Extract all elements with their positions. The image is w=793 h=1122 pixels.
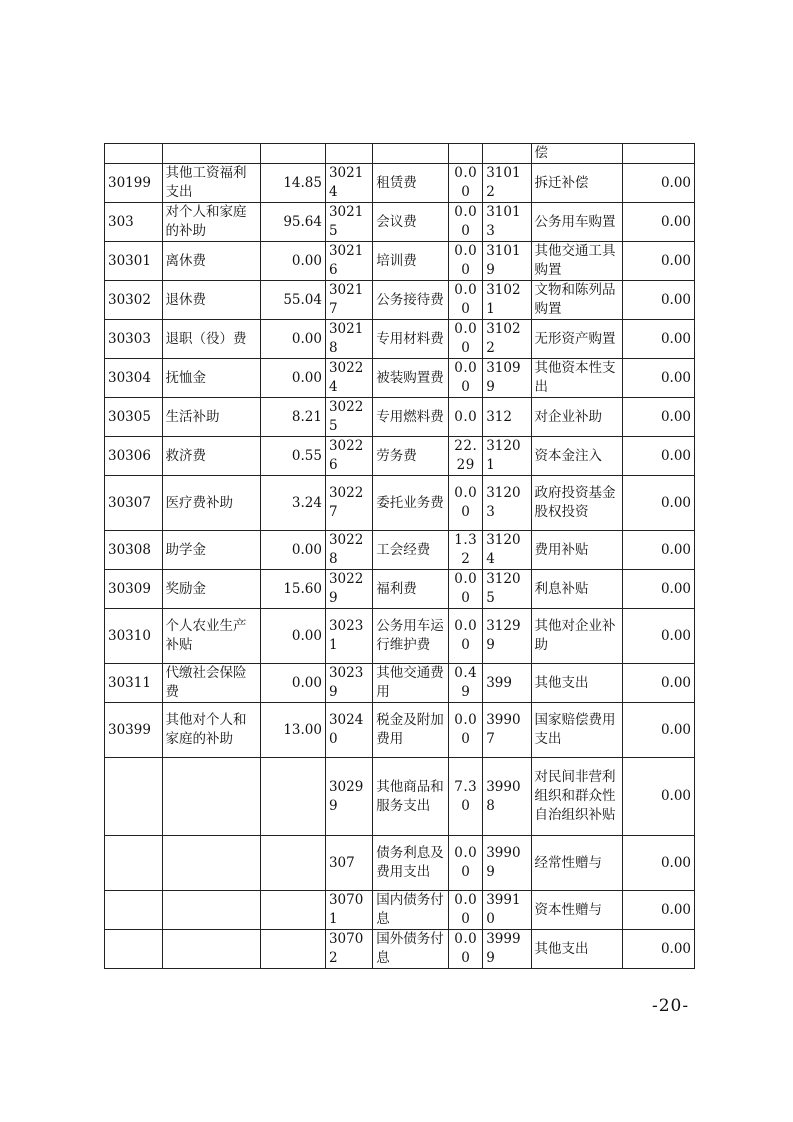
cell-c9: 0.00 [622, 203, 694, 242]
cell-c3: 0.00 [261, 609, 326, 664]
cell-c7: 31205 [483, 570, 531, 609]
cell-c3: 14.85 [261, 164, 326, 203]
cell-c3 [261, 836, 326, 891]
cell-c1: 30308 [105, 531, 163, 570]
cell-c1: 30303 [105, 320, 163, 359]
cell-c1: 30311 [105, 664, 163, 703]
cell-c2: 医疗费补助 [162, 476, 261, 531]
cell-c8: 对民间非营利组织和群众性自治组织补贴 [531, 758, 622, 836]
cell-c1 [105, 836, 163, 891]
cell-c8: 偿 [531, 144, 622, 164]
cell-c6: 0.00 [449, 203, 483, 242]
cell-c4: 30215 [325, 203, 372, 242]
table-row [105, 242, 695, 281]
cell-c1: 30302 [105, 281, 163, 320]
cell-c1 [105, 144, 163, 164]
cell-c7: 31022 [483, 320, 531, 359]
cell-c5: 其他交通费用 [373, 664, 449, 703]
cell-c3 [261, 758, 326, 836]
cell-c4: 30231 [325, 609, 372, 664]
cell-c5: 租赁费 [373, 164, 449, 203]
cell-c7 [483, 144, 531, 164]
table-row [105, 281, 695, 320]
cell-c5: 债务利息及费用支出 [373, 836, 449, 891]
cell-c4: 30229 [325, 570, 372, 609]
cell-c8: 资本性赠与 [531, 891, 622, 930]
cell-c7: 31021 [483, 281, 531, 320]
cell-c5: 公务接待费 [373, 281, 449, 320]
table-row-continued [105, 144, 695, 164]
cell-c6: 0.00 [449, 836, 483, 891]
cell-c3: 15.60 [261, 570, 326, 609]
cell-c9: 0.00 [622, 359, 694, 398]
cell-c7: 39908 [483, 758, 531, 836]
cell-c2 [162, 930, 261, 969]
cell-c6: 1.32 [449, 531, 483, 570]
cell-c6: 0.00 [449, 164, 483, 203]
cell-c9: 0.00 [622, 476, 694, 531]
cell-c1: 30305 [105, 398, 163, 437]
cell-c8: 文物和陈列品购置 [531, 281, 622, 320]
cell-c6: 0.00 [449, 930, 483, 969]
cell-c2: 代缴社会保险费 [162, 664, 261, 703]
cell-c6: 7.30 [449, 758, 483, 836]
cell-c7: 31201 [483, 437, 531, 476]
cell-c6: 0.00 [449, 703, 483, 758]
cell-c3 [261, 930, 326, 969]
cell-c4: 30701 [325, 891, 372, 930]
cell-c5: 委托业务费 [373, 476, 449, 531]
cell-c2: 救济费 [162, 437, 261, 476]
cell-c5: 工会经费 [373, 531, 449, 570]
table-row [105, 570, 695, 609]
cell-c8: 其他资本性支出 [531, 359, 622, 398]
table-row [105, 437, 695, 476]
cell-c6: 0.00 [449, 609, 483, 664]
cell-c5: 培训费 [373, 242, 449, 281]
cell-c2: 奖励金 [162, 570, 261, 609]
cell-c1: 30199 [105, 164, 163, 203]
cell-c8: 经常性赠与 [531, 836, 622, 891]
expenditure-table [104, 143, 695, 969]
cell-c2: 离休费 [162, 242, 261, 281]
cell-c8: 无形资产购置 [531, 320, 622, 359]
cell-c5: 税金及附加费用 [373, 703, 449, 758]
cell-c6: 0.00 [449, 359, 483, 398]
cell-c5: 劳务费 [373, 437, 449, 476]
cell-c9: 0.00 [622, 891, 694, 930]
cell-c8: 其他交通工具购置 [531, 242, 622, 281]
table-row [105, 836, 695, 891]
cell-c5: 会议费 [373, 203, 449, 242]
cell-c8: 国家赔偿费用支出 [531, 703, 622, 758]
table-row [105, 398, 695, 437]
cell-c8: 其他支出 [531, 664, 622, 703]
cell-c7: 31012 [483, 164, 531, 203]
cell-c5: 其他商品和服务支出 [373, 758, 449, 836]
cell-c8: 费用补贴 [531, 531, 622, 570]
cell-c3: 13.00 [261, 703, 326, 758]
cell-c7: 31299 [483, 609, 531, 664]
table-row [105, 476, 695, 531]
cell-c7: 31099 [483, 359, 531, 398]
cell-c3: 0.00 [261, 242, 326, 281]
cell-c9: 0.00 [622, 758, 694, 836]
cell-c6: 22.29 [449, 437, 483, 476]
cell-c3: 0.00 [261, 664, 326, 703]
table-row [105, 359, 695, 398]
cell-c1: 30307 [105, 476, 163, 531]
cell-c5: 国内债务付息 [373, 891, 449, 930]
cell-c7: 31204 [483, 531, 531, 570]
cell-c2: 退休费 [162, 281, 261, 320]
cell-c9: 0.00 [622, 398, 694, 437]
cell-c9 [622, 144, 694, 164]
cell-c7: 31019 [483, 242, 531, 281]
cell-c6: 0.49 [449, 664, 483, 703]
cell-c3: 0.00 [261, 320, 326, 359]
cell-c3: 0.00 [261, 531, 326, 570]
table-row [105, 891, 695, 930]
cell-c1 [105, 891, 163, 930]
cell-c7: 31203 [483, 476, 531, 531]
cell-c4: 30228 [325, 531, 372, 570]
cell-c5: 福利费 [373, 570, 449, 609]
cell-c2: 对个人和家庭的补助 [162, 203, 261, 242]
cell-c4: 30218 [325, 320, 372, 359]
cell-c7: 39907 [483, 703, 531, 758]
cell-c9: 0.00 [622, 609, 694, 664]
cell-c9: 0.00 [622, 930, 694, 969]
cell-c3: 0.00 [261, 359, 326, 398]
cell-c5: 专用材料费 [373, 320, 449, 359]
cell-c6: 0.0 [449, 398, 483, 437]
cell-c1 [105, 930, 163, 969]
cell-c2: 其他工资福利支出 [162, 164, 261, 203]
cell-c1: 30304 [105, 359, 163, 398]
cell-c7: 39999 [483, 930, 531, 969]
table-row [105, 320, 695, 359]
cell-c7: 39909 [483, 836, 531, 891]
cell-c3: 95.64 [261, 203, 326, 242]
cell-c6: 0.00 [449, 242, 483, 281]
cell-c3: 55.04 [261, 281, 326, 320]
cell-c2 [162, 891, 261, 930]
cell-c6: 0.00 [449, 476, 483, 531]
cell-c6: 0.00 [449, 570, 483, 609]
cell-c6: 0.00 [449, 891, 483, 930]
cell-c4: 30226 [325, 437, 372, 476]
cell-c3: 8.21 [261, 398, 326, 437]
cell-c8: 拆迁补偿 [531, 164, 622, 203]
cell-c4: 30225 [325, 398, 372, 437]
cell-c2 [162, 836, 261, 891]
cell-c5: 国外债务付息 [373, 930, 449, 969]
cell-c4: 30227 [325, 476, 372, 531]
cell-c7: 31013 [483, 203, 531, 242]
cell-c7: 399 [483, 664, 531, 703]
cell-c2: 退职（役）费 [162, 320, 261, 359]
table-row [105, 203, 695, 242]
table-row [105, 609, 695, 664]
cell-c1: 30309 [105, 570, 163, 609]
cell-c8: 资本金注入 [531, 437, 622, 476]
cell-c4: 30702 [325, 930, 372, 969]
cell-c4: 30214 [325, 164, 372, 203]
cell-c3 [261, 144, 326, 164]
cell-c5: 专用燃料费 [373, 398, 449, 437]
cell-c1 [105, 758, 163, 836]
cell-c2: 抚恤金 [162, 359, 261, 398]
cell-c4: 30216 [325, 242, 372, 281]
cell-c9: 0.00 [622, 836, 694, 891]
table-row [105, 758, 695, 836]
cell-c5: 被装购置费 [373, 359, 449, 398]
cell-c9: 0.00 [622, 242, 694, 281]
cell-c2: 助学金 [162, 531, 261, 570]
table-row [105, 664, 695, 703]
cell-c9: 0.00 [622, 437, 694, 476]
cell-c2 [162, 144, 261, 164]
cell-c6 [449, 144, 483, 164]
cell-c8: 政府投资基金股权投资 [531, 476, 622, 531]
table-row [105, 930, 695, 969]
cell-c9: 0.00 [622, 703, 694, 758]
cell-c5: 公务用车运行维护费 [373, 609, 449, 664]
cell-c2: 其他对个人和家庭的补助 [162, 703, 261, 758]
cell-c1: 30310 [105, 609, 163, 664]
cell-c8: 其他支出 [531, 930, 622, 969]
cell-c4 [325, 144, 372, 164]
cell-c8: 公务用车购置 [531, 203, 622, 242]
cell-c3: 0.55 [261, 437, 326, 476]
cell-c8: 对企业补助 [531, 398, 622, 437]
cell-c9: 0.00 [622, 570, 694, 609]
cell-c4: 30299 [325, 758, 372, 836]
cell-c8: 利息补贴 [531, 570, 622, 609]
cell-c3 [261, 891, 326, 930]
cell-c9: 0.00 [622, 664, 694, 703]
cell-c1: 30301 [105, 242, 163, 281]
cell-c4: 30217 [325, 281, 372, 320]
cell-c9: 0.00 [622, 320, 694, 359]
cell-c4: 30239 [325, 664, 372, 703]
cell-c1: 30306 [105, 437, 163, 476]
cell-c1: 303 [105, 203, 163, 242]
cell-c3: 3.24 [261, 476, 326, 531]
cell-c9: 0.00 [622, 164, 694, 203]
cell-c5 [373, 144, 449, 164]
page-number: -20- [652, 996, 690, 1016]
cell-c6: 0.00 [449, 281, 483, 320]
cell-c2: 生活补助 [162, 398, 261, 437]
cell-c4: 30240 [325, 703, 372, 758]
cell-c2: 个人农业生产补贴 [162, 609, 261, 664]
cell-c7: 312 [483, 398, 531, 437]
cell-c2 [162, 758, 261, 836]
cell-c7: 39910 [483, 891, 531, 930]
cell-c6: 0.00 [449, 320, 483, 359]
table-row [105, 164, 695, 203]
table-row [105, 703, 695, 758]
cell-c9: 0.00 [622, 531, 694, 570]
cell-c4: 30224 [325, 359, 372, 398]
cell-c1: 30399 [105, 703, 163, 758]
cell-c9: 0.00 [622, 281, 694, 320]
table-row [105, 531, 695, 570]
cell-c4: 307 [325, 836, 372, 891]
cell-c8: 其他对企业补助 [531, 609, 622, 664]
